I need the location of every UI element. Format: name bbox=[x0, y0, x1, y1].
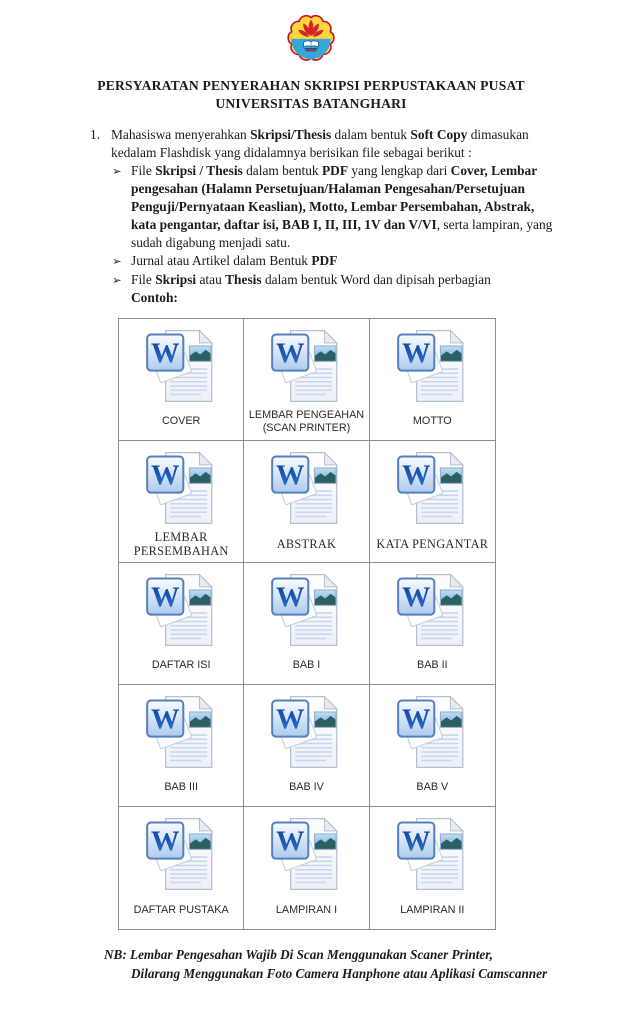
table-cell-kata-pengantar bbox=[370, 441, 495, 563]
table-cell-motto bbox=[370, 319, 495, 441]
b1-seg-bold: Skripsi / Thesis bbox=[155, 163, 243, 178]
contoh-label: Contoh: bbox=[131, 290, 178, 305]
table-cell-abstrak bbox=[244, 441, 369, 563]
file-part-label: DAFTAR ISI bbox=[151, 659, 211, 672]
intro-seg-bold: Skripsi/Thesis bbox=[250, 127, 332, 142]
word-document-icon bbox=[266, 570, 346, 650]
file-part-label: MOTTO bbox=[412, 415, 452, 428]
file-part-label: KATA PENGANTAR bbox=[376, 536, 489, 551]
word-document-icon bbox=[392, 692, 472, 772]
b1-seg-bold: PDF bbox=[321, 163, 349, 178]
file-part-label: BAB IV bbox=[289, 781, 324, 794]
table-cell-bab-1 bbox=[244, 563, 369, 685]
file-part-label: LAMPIRAN II bbox=[400, 903, 465, 916]
bullet-item-2 bbox=[112, 252, 558, 271]
b3-seg: atau bbox=[196, 272, 226, 287]
note-line2: Dilarang Menggunakan Foto Camera Hanphone atau Aplikasi Camscanner bbox=[131, 966, 548, 981]
word-document-icon bbox=[141, 692, 221, 772]
table-cell-bab-2 bbox=[370, 563, 495, 685]
arrow-bullet-icon: ➢ bbox=[112, 256, 122, 268]
page-title bbox=[0, 77, 622, 113]
word-document-icon bbox=[141, 814, 221, 894]
document-header bbox=[0, 0, 622, 113]
table-cell-bab-5 bbox=[370, 685, 495, 807]
page-title-line1: PERSYARATAN PENYERAHAN SKRIPSI PERPUSTAKAAN PUSAT bbox=[97, 78, 525, 93]
list-item-number: 1. bbox=[90, 127, 101, 142]
word-document-icon bbox=[392, 814, 472, 894]
table-cell-lembar-persembahan bbox=[119, 441, 244, 563]
table-cell-lampiran-1 bbox=[244, 807, 369, 929]
b1-seg: , serta lampiran, yang sudah digabung menjadi satu. bbox=[131, 217, 553, 250]
word-document-icon bbox=[266, 326, 346, 406]
table-cell-daftar-pustaka bbox=[119, 807, 244, 929]
list-item-body bbox=[111, 126, 558, 307]
word-document-icon bbox=[141, 570, 221, 650]
nb-footer-note bbox=[104, 945, 622, 983]
b2-seg-bold: PDF bbox=[311, 253, 338, 268]
university-logo-icon bbox=[279, 13, 343, 67]
b2-seg: Jurnal atau Artikel dalam Bentuk bbox=[131, 253, 312, 268]
b3-seg-bold: Skripsi bbox=[155, 272, 197, 287]
file-part-label: BAB I bbox=[292, 659, 321, 672]
file-part-label: COVER bbox=[161, 415, 201, 428]
table-cell-daftar-isi bbox=[119, 563, 244, 685]
intro-seg: Mahasiswa menyerahkan bbox=[111, 127, 251, 142]
file-part-label: LAMPIRAN I bbox=[275, 903, 338, 916]
word-document-icon bbox=[392, 448, 472, 528]
word-document-icon bbox=[392, 326, 472, 406]
b1-seg: yang lengkap dari bbox=[348, 163, 451, 178]
word-document-icon bbox=[392, 570, 472, 650]
file-part-label: BAB III bbox=[164, 781, 198, 794]
file-part-label: LEMBAR PENGEAHAN (SCAN PRINTER) bbox=[248, 409, 365, 434]
b1-seg-bold: Cover, Lembar pengesahan (Halamn Persetujuan/Halaman Pengesahan/Persetujuan Penguji/Pernyataan Keaslian), Motto, Lembar Persembahan, Abstrak, kata pengantar, daftar isi, BAB I, II, III, 1V dan V/VI bbox=[131, 163, 537, 232]
requirements-list bbox=[90, 126, 558, 307]
file-part-label: DAFTAR PUSTAKA bbox=[133, 903, 229, 916]
b1-seg: dalam bentuk bbox=[242, 163, 322, 178]
table-cell-lampiran-2 bbox=[370, 807, 495, 929]
b3-seg-bold: Thesis bbox=[225, 272, 262, 287]
b1-seg: File bbox=[131, 163, 156, 178]
table-cell-cover bbox=[119, 319, 244, 441]
bullet-text-1 bbox=[131, 162, 558, 252]
file-part-label: BAB II bbox=[417, 659, 448, 672]
intro-seg-bold: Soft Copy bbox=[410, 127, 468, 142]
file-part-label: LEMBAR PERSEMBAHAN bbox=[133, 529, 229, 558]
bullet-item-3 bbox=[112, 271, 558, 307]
word-document-icon bbox=[266, 448, 346, 528]
table-cell-bab-4 bbox=[244, 685, 369, 807]
word-document-icon bbox=[266, 814, 346, 894]
arrow-bullet-icon: ➢ bbox=[112, 275, 122, 287]
intro-seg: dimasukan kedalam Flashdisk yang didalamnya berisikan file sebagai berikut : bbox=[111, 127, 529, 160]
table-cell-lembar-pengesahan bbox=[244, 319, 369, 441]
word-document-icon bbox=[266, 692, 346, 772]
file-part-label: BAB V bbox=[416, 781, 449, 794]
bullet-text-2 bbox=[131, 252, 558, 271]
arrow-bullet-icon: ➢ bbox=[112, 166, 122, 178]
table-cell-bab-3 bbox=[119, 685, 244, 807]
note-line1: NB: Lembar Pengesahan Wajib Di Scan Menggunakan Scaner Printer, bbox=[104, 947, 493, 962]
intro-seg: dalam bentuk bbox=[331, 127, 411, 142]
page-title-line2: UNIVERSITAS BATANGHARI bbox=[215, 96, 407, 111]
b3-seg: File bbox=[131, 272, 156, 287]
example-files-table bbox=[118, 318, 496, 930]
list-item-1 bbox=[90, 126, 558, 307]
word-document-icon bbox=[141, 448, 221, 528]
file-part-label: ABSTRAK bbox=[276, 536, 337, 551]
bullet-text-3 bbox=[131, 271, 558, 307]
list-intro-paragraph bbox=[111, 126, 558, 162]
bullet-item-1 bbox=[112, 162, 558, 252]
word-document-icon bbox=[141, 326, 221, 406]
b3-seg: dalam bentuk Word dan dipisah perbagian bbox=[261, 272, 491, 287]
